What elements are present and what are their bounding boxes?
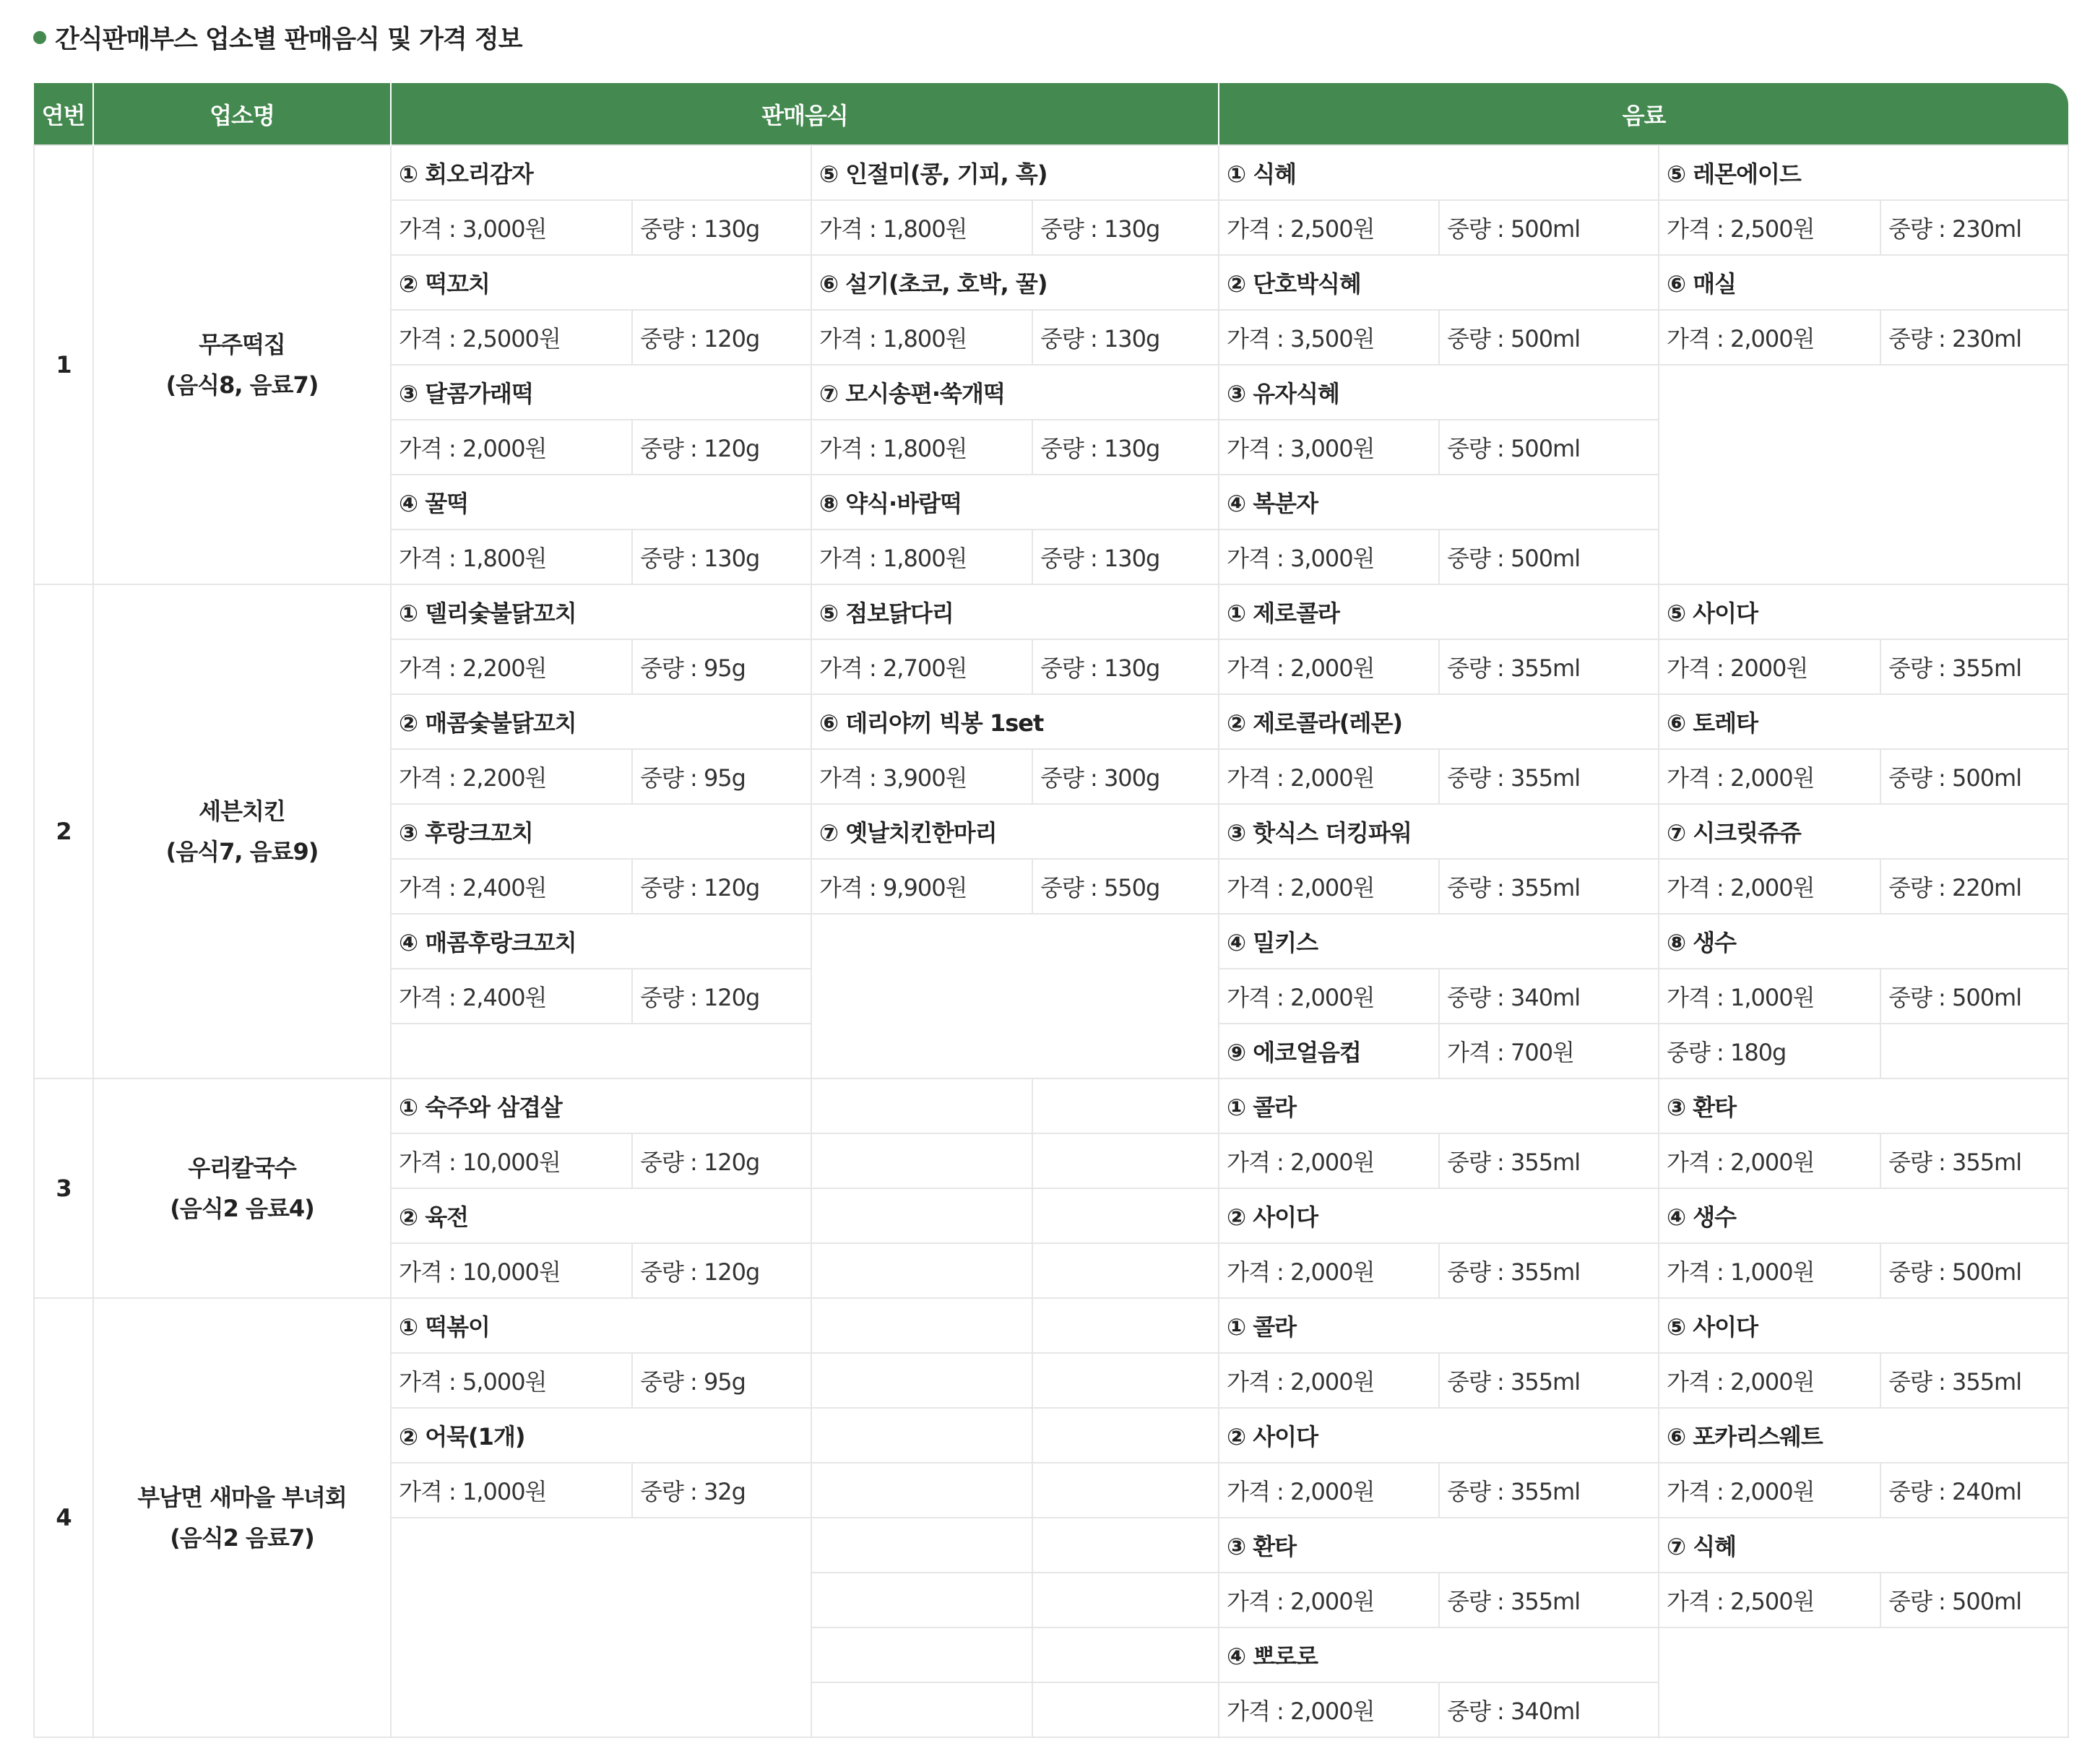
shop-name: 무주떡집 [199,331,285,358]
item-name: ③ 달콤가래떡 [391,365,811,420]
item-weight: 중량 : 355ml [1439,1573,1659,1627]
item-name: ⑤ 점보닭다리 [811,584,1219,639]
item-price: 가격 : 10,000원 [391,1243,632,1298]
item-price: 가격 : 9,900원 [811,859,1032,914]
item-price: 가격 : 2,000원 [1219,1133,1439,1188]
item-weight: 중량 : 340ml [1439,969,1659,1024]
item-price: 가격 : 3,000원 [1219,420,1439,475]
shop-item-count: (음식2 음료7) [170,1524,314,1552]
item-name: ① 식혜 [1219,145,1659,200]
item-price: 가격 : 2,000원 [1219,1573,1439,1627]
shop-name-cell [93,145,391,584]
item-weight: 중량 : 120g [632,969,811,1024]
item-weight: 중량 : 500ml [1439,310,1659,365]
item-weight: 중량 : 240ml [1880,1463,2068,1518]
empty-cell [811,1408,1032,1463]
item-weight: 중량 : 300g [1032,749,1219,804]
item-name: ⑥ 토레타 [1659,694,2068,749]
item-name: ④ 꿀떡 [391,475,811,529]
menu-table [33,83,2069,1738]
item-weight: 중량 : 130g [1032,420,1219,475]
table-row [34,145,2068,200]
item-price: 가격 : 2,000원 [1659,1353,1880,1408]
item-name: ② 육전 [391,1188,811,1243]
item-name: ⑤ 레몬에이드 [1659,145,2068,200]
item-name: ② 사이다 [1219,1188,1659,1243]
item-weight: 중량 : 130g [632,200,811,255]
item-price: 가격 : 2,000원 [1219,1463,1439,1518]
empty-cell [1032,1298,1219,1353]
shop-name-cell [93,1078,391,1298]
item-weight: 중량 : 220ml [1880,859,2068,914]
item-name: ⑦ 식혜 [1659,1518,2068,1573]
empty-cell [1032,1133,1219,1188]
shop-item-count: (음식2 음료4) [170,1195,314,1222]
item-price: 가격 : 5,000원 [391,1353,632,1408]
item-name: ③ 환타 [1659,1078,2068,1133]
item-price: 가격 : 1,000원 [1659,1243,1880,1298]
item-name: ⑥ 설기(초코, 호박, 꿀) [811,255,1219,310]
item-weight: 중량 : 130g [632,529,811,584]
header-drink: 음료 [1219,83,2068,145]
empty-cell [811,1353,1032,1408]
item-price: 가격 : 2,000원 [1219,639,1439,694]
item-name: ④ 생수 [1659,1188,2068,1243]
item-weight: 중량 : 130g [1032,310,1219,365]
empty-cell [811,1518,1032,1573]
item-price: 가격 : 3,900원 [811,749,1032,804]
empty-cell [1032,1627,1219,1682]
item-name: ① 떡볶이 [391,1298,811,1353]
item-weight: 중량 : 355ml [1439,1243,1659,1298]
header-shop: 업소명 [93,83,391,145]
item-price: 가격 : 2,000원 [1659,310,1880,365]
item-weight: 중량 : 355ml [1880,639,2068,694]
item-name: ① 숙주와 삼겹살 [391,1078,811,1133]
item-price: 가격 : 3,500원 [1219,310,1439,365]
item-weight: 중량 : 355ml [1439,1463,1659,1518]
item-name: ③ 핫식스 더킹파워 [1219,804,1659,859]
item-name: ⑨ 에코얼음컵 [1219,1024,1439,1078]
item-weight: 중량 : 120g [632,420,811,475]
empty-cell [1032,1463,1219,1518]
shop-name: 세븐치킨 [199,797,285,825]
table-row [34,1298,2068,1353]
header-no: 연번 [34,83,93,145]
item-weight: 중량 : 355ml [1439,1133,1659,1188]
item-weight: 중량 : 180g [1659,1024,1880,1078]
item-name: ① 제로콜라 [1219,584,1659,639]
table-row [34,1078,2068,1133]
empty-cell [1032,1682,1219,1737]
item-price: 가격 : 2000원 [1659,639,1880,694]
item-name: ⑤ 사이다 [1659,584,2068,639]
item-price: 가격 : 2,700원 [811,639,1032,694]
item-weight: 중량 : 355ml [1439,1353,1659,1408]
empty-cell [1659,365,2068,584]
item-weight: 중량 : 550g [1032,859,1219,914]
item-name: ⑧ 약식·바람떡 [811,475,1219,529]
item-price: 가격 : 2,500원 [1659,200,1880,255]
empty-cell [1032,1408,1219,1463]
item-price: 가격 : 2,000원 [1219,1243,1439,1298]
item-name: ② 매콤숯불닭꼬치 [391,694,811,749]
item-weight: 중량 : 32g [632,1463,811,1518]
empty-cell [1659,1627,2068,1737]
item-name: ③ 후랑크꼬치 [391,804,811,859]
empty-cell [1032,1078,1219,1133]
item-name: ⑥ 데리야끼 빅봉 1set [811,694,1219,749]
empty-cell [811,1188,1032,1243]
item-price: 가격 : 2,000원 [1219,1682,1439,1737]
item-name: ⑦ 모시송편·쑥개떡 [811,365,1219,420]
item-weight: 중량 : 500ml [1880,969,2068,1024]
item-weight: 중량 : 500ml [1880,749,2068,804]
item-name: ② 어묵(1개) [391,1408,811,1463]
item-name: ① 콜라 [1219,1298,1659,1353]
row-number: 4 [34,1298,93,1737]
item-price: 가격 : 2,200원 [391,749,632,804]
empty-cell [811,914,1219,1078]
table-row [34,584,2068,639]
item-weight: 중량 : 120g [632,859,811,914]
item-weight: 중량 : 120g [632,1133,811,1188]
item-weight: 중량 : 340ml [1439,1682,1659,1737]
item-weight: 중량 : 130g [1032,639,1219,694]
item-weight: 중량 : 95g [632,749,811,804]
item-price: 가격 : 2,400원 [391,969,632,1024]
item-weight: 중량 : 500ml [1439,420,1659,475]
item-price: 가격 : 2,000원 [1219,749,1439,804]
empty-cell [1880,1024,2068,1078]
item-weight: 중량 : 355ml [1439,639,1659,694]
item-price: 가격 : 2,000원 [1659,1133,1880,1188]
item-name: ① 델리숯불닭꼬치 [391,584,811,639]
item-name: ⑧ 생수 [1659,914,2068,969]
empty-cell [391,1518,811,1737]
empty-cell [811,1682,1032,1737]
item-weight: 중량 : 355ml [1439,859,1659,914]
item-weight: 중량 : 355ml [1880,1353,2068,1408]
item-price: 가격 : 2,000원 [1659,1463,1880,1518]
item-name: ④ 매콤후랑크꼬치 [391,914,811,969]
item-name: ③ 환타 [1219,1518,1659,1573]
item-price: 가격 : 2,000원 [391,420,632,475]
item-price: 가격 : 2,5000원 [391,310,632,365]
item-price: 가격 : 1,000원 [1659,969,1880,1024]
item-name: ④ 복분자 [1219,475,1659,529]
item-weight: 중량 : 500ml [1880,1573,2068,1627]
item-price: 가격 : 3,000원 [1219,529,1439,584]
item-weight: 중량 : 355ml [1439,749,1659,804]
shop-name: 우리칼국수 [188,1154,296,1182]
item-name: ⑤ 인절미(콩, 기피, 흑) [811,145,1219,200]
item-weight: 중량 : 355ml [1880,1133,2068,1188]
item-name: ⑥ 포카리스웨트 [1659,1408,2068,1463]
section-title: 간식판매부스 업소별 판매음식 및 가격 정보 [55,25,522,54]
row-number: 3 [34,1078,93,1298]
item-price: 가격 : 1,800원 [811,420,1032,475]
item-name: ④ 밀키스 [1219,914,1659,969]
item-weight: 중량 : 500ml [1439,200,1659,255]
item-name: ② 사이다 [1219,1408,1659,1463]
item-price: 가격 : 2,500원 [1219,200,1439,255]
shop-item-count: (음식7, 음료9) [165,838,319,865]
table-header-row [34,83,2068,145]
item-weight: 중량 : 500ml [1880,1243,2068,1298]
item-price: 가격 : 2,000원 [1659,749,1880,804]
item-name: ⑥ 매실 [1659,255,2068,310]
item-weight: 중량 : 95g [632,639,811,694]
item-name: ⑦ 옛날치킨한마리 [811,804,1219,859]
empty-cell [811,1298,1032,1353]
item-name: ③ 유자식혜 [1219,365,1659,420]
item-weight: 중량 : 230ml [1880,200,2068,255]
empty-cell [811,1078,1032,1133]
item-name: ② 떡꼬치 [391,255,811,310]
empty-cell [1032,1573,1219,1627]
empty-cell [391,1024,811,1078]
item-name: ⑦ 시크릿쥬쥬 [1659,804,2068,859]
empty-cell [811,1133,1032,1188]
empty-cell [811,1627,1032,1682]
item-name: ② 제로콜라(레몬) [1219,694,1659,749]
empty-cell [811,1573,1032,1627]
row-number: 2 [34,584,93,1078]
empty-cell [811,1243,1032,1298]
empty-cell [1032,1188,1219,1243]
item-name: ② 단호박식혜 [1219,255,1659,310]
page [33,14,2068,1725]
item-price: 가격 : 2,000원 [1219,1353,1439,1408]
item-price: 가격 : 1,000원 [391,1463,632,1518]
item-name: ⑤ 사이다 [1659,1298,2068,1353]
item-weight: 중량 : 130g [1032,200,1219,255]
item-name: ④ 뽀로로 [1219,1627,1659,1682]
item-price: 가격 : 2,000원 [1659,859,1880,914]
item-price: 가격 : 2,200원 [391,639,632,694]
item-price: 가격 : 2,400원 [391,859,632,914]
empty-cell [1032,1243,1219,1298]
shop-name-cell [93,1298,391,1737]
item-weight: 중량 : 95g [632,1353,811,1408]
item-name: ① 콜라 [1219,1078,1659,1133]
item-weight: 중량 : 130g [1032,529,1219,584]
item-price: 가격 : 2,000원 [1219,859,1439,914]
shop-item-count: (음식8, 음료7) [165,371,319,399]
item-price: 가격 : 700원 [1439,1024,1659,1078]
item-weight: 중량 : 120g [632,1243,811,1298]
row-number: 1 [34,145,93,584]
item-weight: 중량 : 120g [632,310,811,365]
bullet-dot-icon [33,31,46,44]
item-price: 가격 : 2,500원 [1659,1573,1880,1627]
empty-cell [1032,1353,1219,1408]
item-price: 가격 : 2,000원 [1219,969,1439,1024]
item-name: ① 회오리감자 [391,145,811,200]
header-food: 판매음식 [391,83,1219,145]
table-body [34,145,2068,1737]
item-price: 가격 : 1,800원 [811,200,1032,255]
item-weight: 중량 : 500ml [1439,529,1659,584]
empty-cell [811,1463,1032,1518]
item-price: 가격 : 3,000원 [391,200,632,255]
item-price: 가격 : 1,800원 [391,529,632,584]
item-price: 가격 : 10,000원 [391,1133,632,1188]
item-price: 가격 : 1,800원 [811,529,1032,584]
shop-name-cell [93,584,391,1078]
empty-cell [1032,1518,1219,1573]
shop-name: 부남면 새마을 부녀회 [137,1484,347,1511]
item-weight: 중량 : 230ml [1880,310,2068,365]
item-price: 가격 : 1,800원 [811,310,1032,365]
section-heading [33,14,2068,61]
